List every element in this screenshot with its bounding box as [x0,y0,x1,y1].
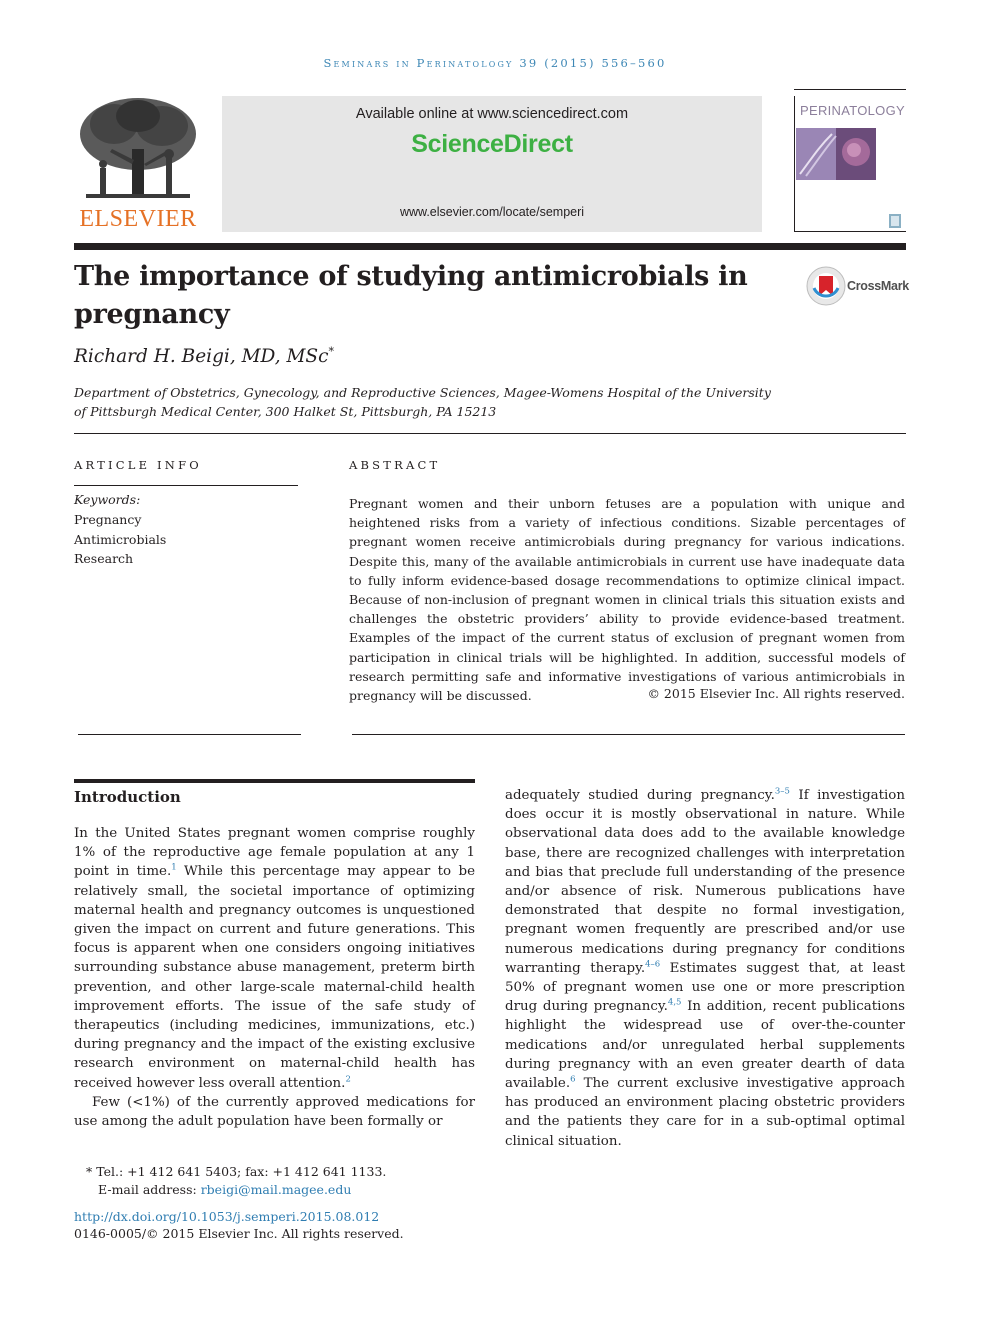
citation-link[interactable]: 3–5 [774,786,790,797]
cover-barcode-icon [889,214,901,228]
keywords-list [74,510,166,569]
journal-cover-title: PERINATOLOGY [800,103,905,118]
citation-link[interactable]: 2 [345,1074,351,1085]
body-text: Estimates suggest that, at least 50% of pregnant women use one or more prescription drug during pregnancy. [505,960,905,1015]
affiliation-rule [74,433,906,434]
issn-line: 0146-0005/© 2015 Elsevier Inc. All rights reserved. [74,1226,404,1241]
footnote-contact: * Tel.: +1 412 641 5403; fax: +1 412 641 1133. [86,1164,387,1179]
footnote-email [98,1181,351,1199]
citation-link[interactable]: 4–6 [645,959,661,970]
crossmark-icon[interactable] [806,266,846,306]
introduction-rule [74,779,475,783]
body-text: If investigation does occur it is mostly observational in nature. While observational data does add to the available knowledge base, there are recognized challenges with interpretation and bias that preclude full understanding of the presence and/or absence of risk. Numerous publications have demonstrated that despite no formal investigation, pregnant women frequently are prescribed and/or use numerous medications during pregnancy for conditions warranting therapy. [505,788,905,976]
citation-link[interactable]: 6 [570,1074,576,1085]
doi-link[interactable]: http://dx.doi.org/10.1053/j.semperi.2015.08.012 [74,1209,380,1224]
journal-url[interactable]: www.elsevier.com/locate/semperi [399,205,585,219]
journal-cover-image-icon [796,128,876,180]
body-text: While this percentage may appear to be relatively small, the societal importance of optimizing maternal health and pregnancy outcomes is unquestioned given the impact on current and future generations. This focus is apparent when one considers ongoing initiatives surrounding substance abuse management, preterm birth prevention, and other large-scale maternal-child health improvement efforts. The issue of the safe study of therapeutics (including medicines, immunizations, etc.) during pregnancy and the impact of the existing exclusive research environment on maternal-child health has received however less overall attention. [74,864,475,1091]
body-text: In the United States pregnant women comprise roughly 1% of the reproductive age female population at any 1 point in time. [74,826,475,880]
body-column-right [505,786,905,1151]
author-line [74,346,334,367]
introduction-heading: Introduction [74,788,181,806]
body-text: adequately studied during pregnancy. [505,788,775,803]
author-affiliation: Department of Obstetrics, Gynecology, and Reproductive Sciences, Magee-Womens Hospital of the University of Pittsburgh Medical Center, 300 Halket St, Pittsburgh, PA 15213 [74,385,771,419]
cover-rule-bottom [794,231,906,232]
masthead-rule [74,243,906,250]
body-column-left [74,824,475,1131]
cover-rule-top [794,89,906,90]
info-bottom-rule [78,734,301,735]
keyword-item: Antimicrobials [74,531,167,547]
body-paragraph: Few (<1%) of the currently approved medications for use among the adult population have been formally or [74,1094,475,1130]
crossmark-label[interactable]: CrossMark [847,279,909,293]
email-link[interactable]: rbeigi@mail.magee.edu [200,1182,352,1197]
article-title: The importance of studying antimicrobials in pregnancy [74,261,748,330]
body-text: The current exclusive investigative approach has produced an environment placing obstetric providers and the patients they care for in a sub-optimal optimal clinical situation. [505,1076,905,1149]
author-name: Richard H. Beigi, MD, MSc [74,346,329,367]
article-info-rule [74,485,298,486]
author-footnote-mark[interactable]: * [328,344,334,358]
email-label: E-mail address: [98,1182,201,1197]
cover-rule-left [794,96,795,232]
abstract-heading: ABSTRACT [349,458,441,472]
abstract-bottom-rule [352,734,905,735]
abstract-copyright: © 2015 Elsevier Inc. All rights reserved. [647,686,905,701]
keyword-item: Pregnancy [74,512,142,527]
body-text: In addition, recent publications highlight the widespread use of over-the-counter medications and/or unregulated herbal supplements during pregnancy with an even greater dearth of data available. [505,999,905,1092]
citation-link[interactable]: 4,5 [667,997,682,1008]
abstract-text: Pregnant women and their unborn fetuses are a population with unique and heightened risks from a variety of infectious conditions. Sizable percentages of pregnant women receive antimicrobials during pregnancy for various indications. Despite this, many of the available antimicrobials in current use have inadequate data to fully inform evidence-based dosage recommendations to optimize clinical impact. Because of non-inclusion of pregnant women in clinical trials this situation exists and challenges the obstetric providers’ ability to provide evidence-based treatment. Examples of the impact of the current status of exclusion of pregnant women from participation in clinical trials will be highlighted. In addition, successful models of research permitting safe and informative investigations of various antimicrobials in pregnancy will be discussed. [349,496,905,704]
article-info-heading: ARTICLE INFO [74,458,202,472]
citation-link[interactable]: 1 [171,862,177,873]
keywords-label: Keywords: [74,492,141,507]
body-paragraph [505,786,905,1151]
elsevier-wordmark: ELSEVIER [79,206,197,232]
running-head: Seminars in Perinatology 39 (2015) 556–560 [323,56,667,70]
sciencedirect-logo[interactable]: ScienceDirect [411,130,573,158]
available-online-text: Available online at www.sciencedirect.com [355,106,629,122]
keyword-item: Research [74,551,134,566]
body-paragraph [74,824,475,1093]
